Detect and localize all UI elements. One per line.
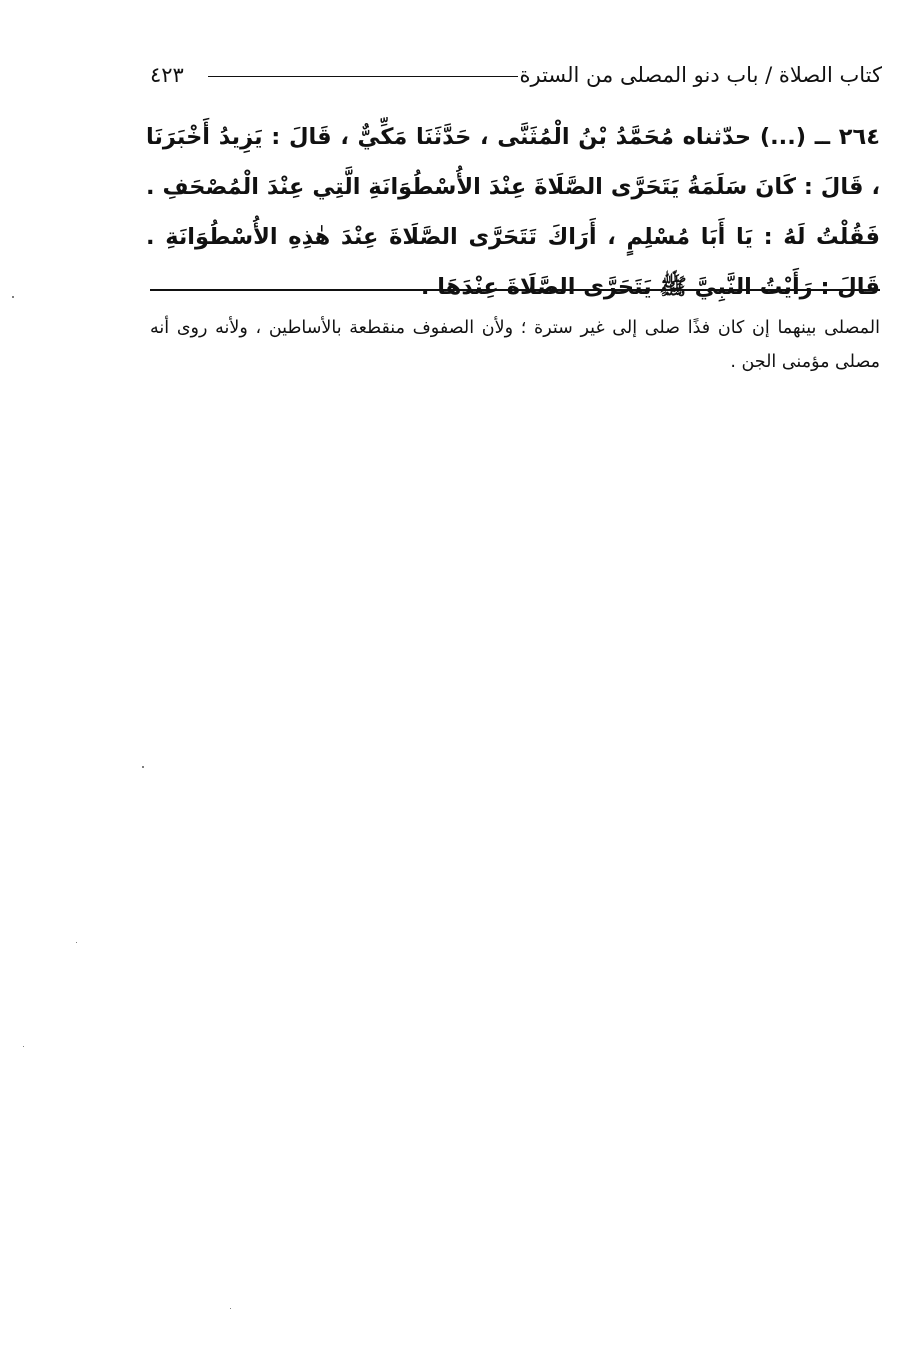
hadith-text-block: [146, 112, 880, 312]
chapter-title: كتاب الصلاة / باب دنو المصلى من السترة: [519, 63, 882, 87]
scan-speck: [142, 766, 144, 768]
commentary-text: المصلى بينهما إن كان فذًا صلى إلى غير سترة ؛ ولأن الصفوف منقطعة بالأساطين ، ولأنه روى أنه مصلى مؤمنى الجن .: [150, 318, 880, 372]
running-header: [150, 58, 882, 92]
page-number: ٤٢٣: [150, 63, 184, 87]
hadith-number: ٢٦٤ ــ: [814, 124, 880, 150]
scan-speck: [230, 1308, 231, 1309]
scan-speck: [12, 296, 14, 298]
scan-speck: [76, 942, 77, 943]
hadith-body: (...) حدّثناه مُحَمَّدُ بْنُ الْمُثَنَّى ، حَدَّثَنَا مَكِّيٌّ ، قَالَ : يَزِيدُ أَخْبَرَنَا ، قَالَ : كَانَ سَلَمَةُ يَتَحَرَّى الصَّلَاةَ عِنْدَ الأُسْطُوَانَةِ الَّتِي عِنْدَ الْمُصْحَفِ . فَقُلْتُ لَهُ : يَا أَبَا مُسْلِمٍ ، أَرَاكَ تَتَحَرَّى الصَّلَاةَ عِنْدَ هٰذِهِ الأُسْطُوَانَةِ . قَالَ : رَأَيْتُ النَّبِيَّ ﷺ يَتَحَرَّى الصَّلَاةَ عِنْدَهَا .: [146, 124, 880, 300]
scan-speck: [23, 1046, 24, 1047]
footnote-separator: [150, 289, 880, 291]
header-rule: [208, 76, 518, 77]
